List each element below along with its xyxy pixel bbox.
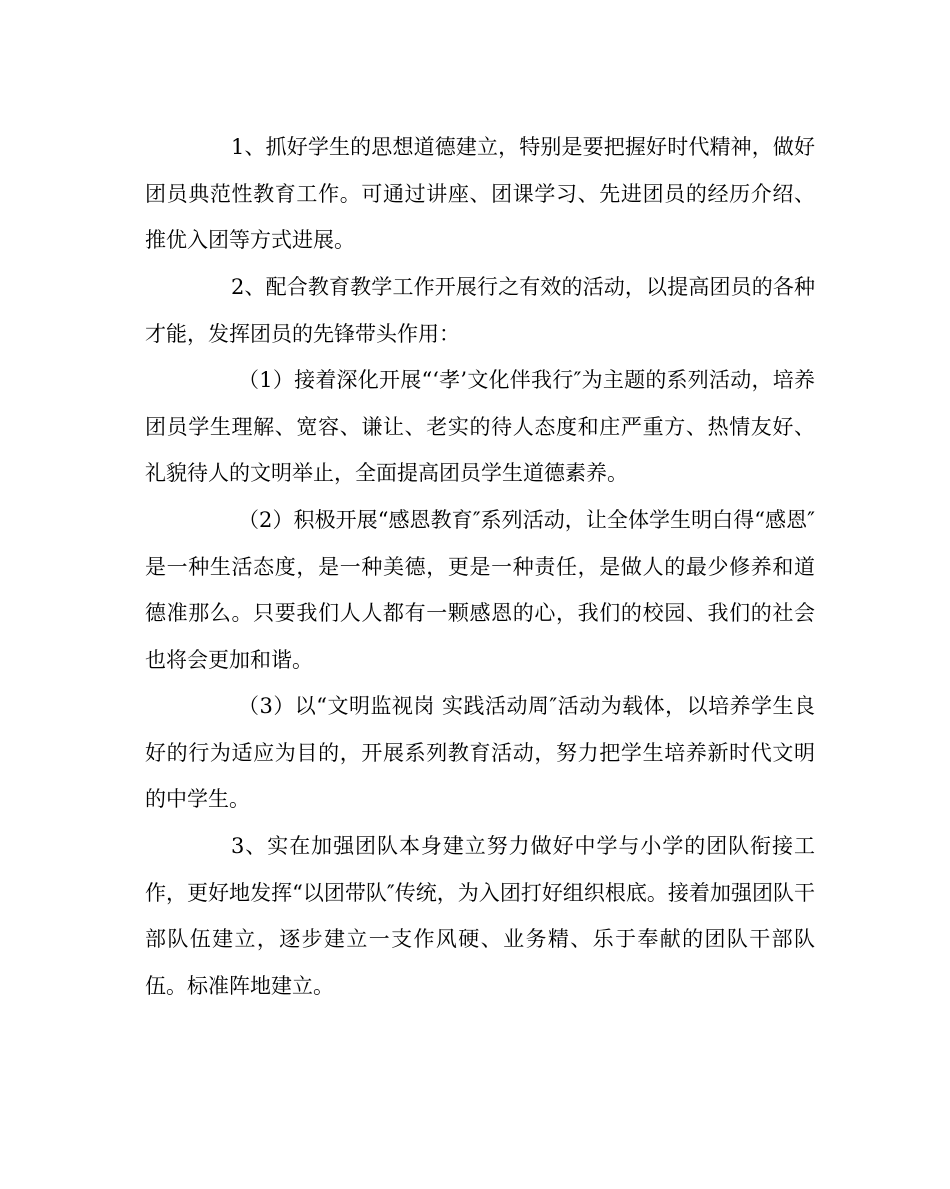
- paragraph-4: （2）积极开展“感恩教育″系列活动，让全体学生明白得“感恩″是一种生活态度，是一种美德，更是一种责任，是做人的最少修养和道德准那么。只要我们人人都有一颗感恩的心，我们的校园、我们的社会也将会更加和谐。: [145, 508, 815, 672]
- paragraph-6: 3、实在加强团队本身建立努力做好中学与小学的团队衔接工作，更好地发挥“以团带队″传统，为入团打好组织根底。接着加强团队干部队伍建立，逐步建立一支作风硬、业务精、乐于奉献的团队干部队伍。标准阵地建立。: [145, 834, 815, 998]
- paragraph-5: （3）以“文明监视岗 实践活动周″活动为载体，以培养学生良好的行为适应为目的，开展系列教育活动，努力把学生培养新时代文明的中学生。: [145, 694, 815, 811]
- paragraph-1: 1、抓好学生的思想道德建立，特别是要把握好时代精神，做好团员典范性教育工作。可通过讲座、团课学习、先进团员的经历介绍、推优入团等方式进展。: [145, 135, 815, 252]
- paragraph-3: （1）接着深化开展“‘孝’文化伴我行″为主题的系列活动，培养团员学生理解、宽容、谦让、老实的待人态度和庄严重方、热情友好、礼貌待人的文明举止，全面提高团员学生道德素养。: [145, 368, 815, 485]
- paragraph-2: 2、配合教育教学工作开展行之有效的活动，以提高团员的各种才能，发挥团员的先锋带头作用：: [145, 275, 815, 346]
